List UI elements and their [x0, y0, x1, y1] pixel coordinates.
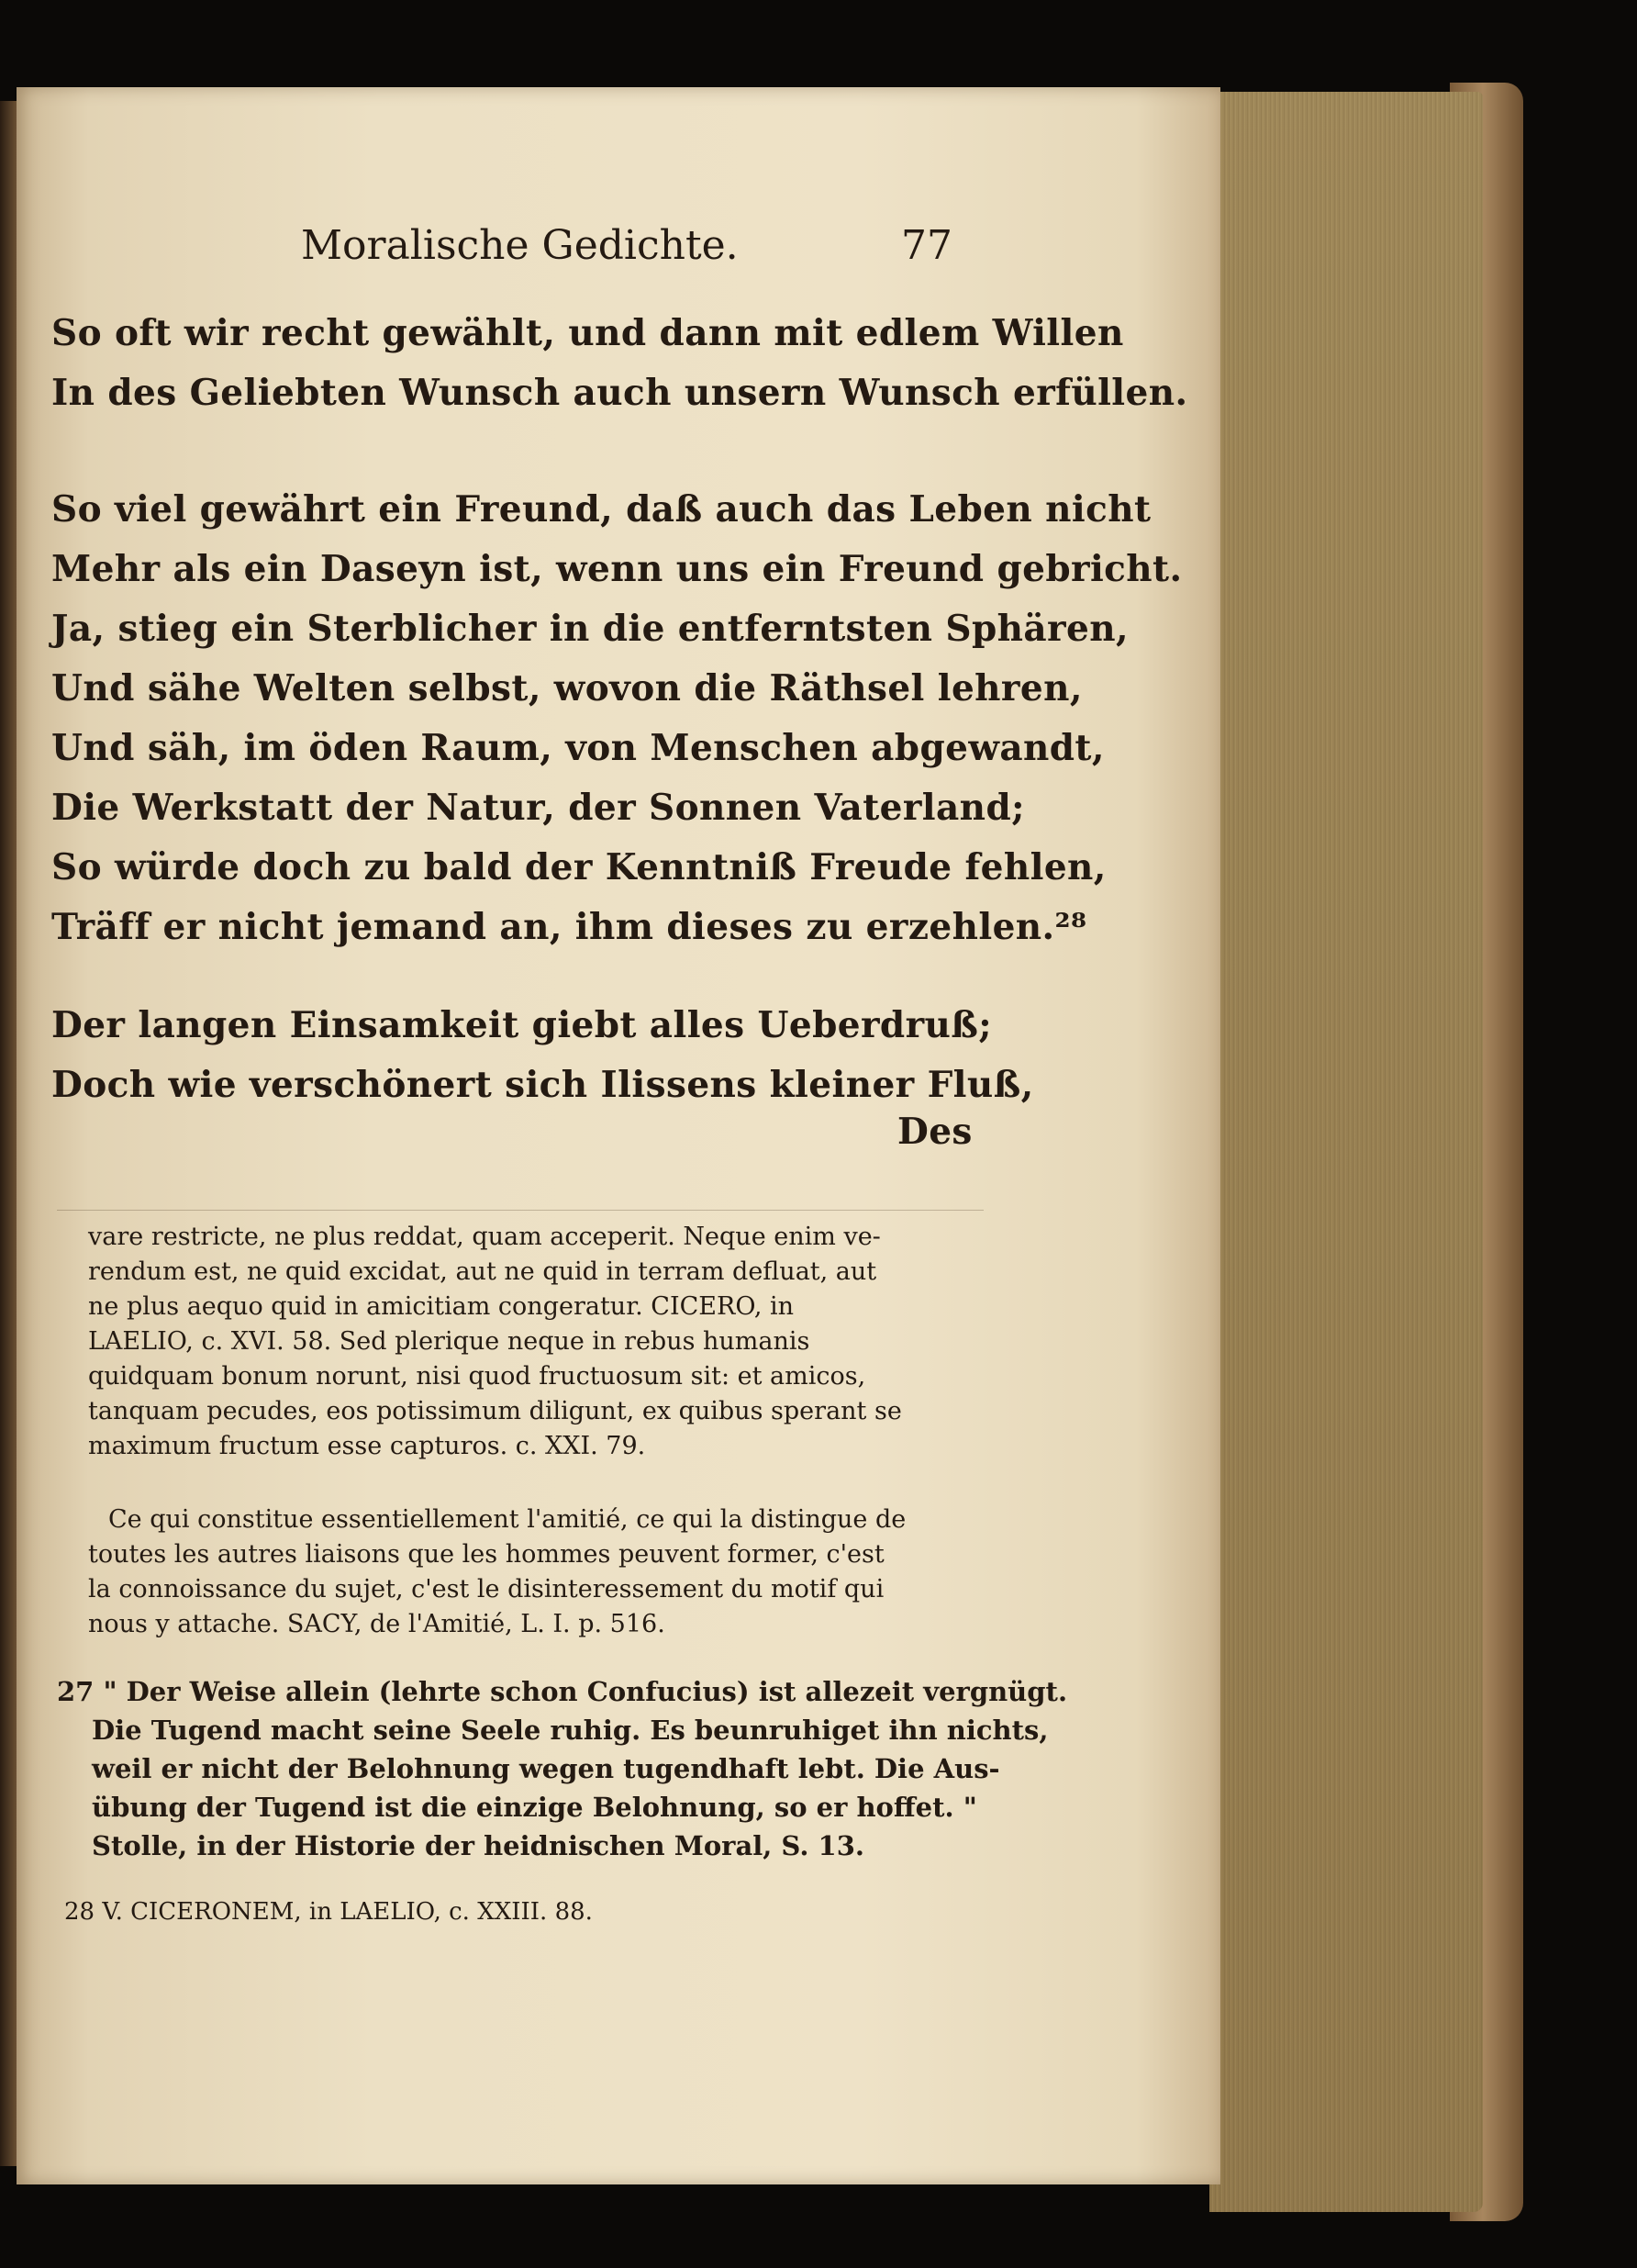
verse-line: Und säh, im öden Raum, von Menschen abgewandt, — [51, 727, 1105, 769]
verse-line: Mehr als ein Daseyn ist, wenn uns ein Freund gebricht. — [51, 548, 1183, 590]
footnote-line: vare restricte, ne plus reddat, quam acceperit. Neque enim ve- — [88, 1223, 881, 1251]
verse-line: Der langen Einsamkeit giebt alles Ueberdruß; — [51, 1004, 993, 1046]
footnote-line: Die Tugend macht seine Seele ruhig. Es beunruhiget ihn nichts, — [92, 1715, 1049, 1746]
footnote-line: weil er nicht der Belohnung wegen tugendhaft lebt. Die Aus- — [92, 1753, 1000, 1784]
verse-line: Träff er nicht jemand an, ihm dieses zu erzehlen.²⁸ — [51, 906, 1087, 948]
page-number: 77 — [901, 222, 952, 269]
verse-line: Ja, stieg ein Sterblicher in die entferntsten Sphären, — [51, 608, 1129, 650]
footnote-line: maximum fructum esse capturos. c. XXI. 79. — [88, 1432, 646, 1460]
footnote-line: 27 " Der Weise allein (lehrte schon Confucius) ist allezeit vergnügt. — [57, 1676, 1068, 1707]
footnote-line: tanquam pecudes, eos potissimum diligunt, ex quibus sperant se — [88, 1397, 902, 1425]
footnote-line: quidquam bonum norunt, nisi quod fructuosum sit: et amicos, — [88, 1362, 866, 1391]
verse-line: So viel gewährt ein Freund, daß auch das Leben nicht — [51, 488, 1152, 531]
footnote-line: nous y attache. SACY, de l'Amitié, L. I. p. 516. — [88, 1610, 665, 1638]
running-title: Moralische Gedichte. — [301, 222, 739, 269]
footnote-line: LAELIO, c. XVI. 58. Sed plerique neque in rebus humanis — [88, 1327, 810, 1356]
verse-line: So würde doch zu bald der Kenntniß Freude fehlen, — [51, 846, 1107, 888]
verse-line: So oft wir recht gewählt, und dann mit edlem Willen — [51, 312, 1124, 354]
footnote-line: ne plus aequo quid in amicitiam congeratur. CICERO, in — [88, 1292, 795, 1321]
verse-line: Doch wie verschönert sich Ilissens kleiner Fluß, — [51, 1064, 1034, 1106]
footnote-line: Ce qui constitue essentiellement l'amitié, ce qui la distingue de — [108, 1505, 907, 1534]
verse-line: Die Werkstatt der Natur, der Sonnen Vaterland; — [51, 787, 1025, 829]
footnote-line: toutes les autres liaisons que les hommes peuvent former, c'est — [88, 1540, 885, 1569]
footnote-line: 28 V. CICERONEM, in LAELIO, c. XXIII. 88. — [64, 1898, 593, 1926]
footnote-line: rendum est, ne quid excidat, aut ne quid in terram defluat, aut — [88, 1257, 877, 1286]
verse-line: In des Geliebten Wunsch auch unsern Wunsch erfüllen. — [51, 372, 1188, 414]
verse-line: Und sähe Welten selbst, wovon die Räthsel lehren, — [51, 667, 1083, 709]
footnote-line: la connoissance du sujet, c'est le disinteressement du motif qui — [88, 1575, 885, 1603]
footnote-line: Stolle, in der Historie der heidnischen Moral, S. 13. — [92, 1830, 864, 1861]
catchword: Des — [897, 1111, 973, 1153]
footnote-divider — [57, 1210, 984, 1211]
footnote-line: übung der Tugend ist die einzige Belohnung, so er hoffet. " — [92, 1792, 977, 1823]
